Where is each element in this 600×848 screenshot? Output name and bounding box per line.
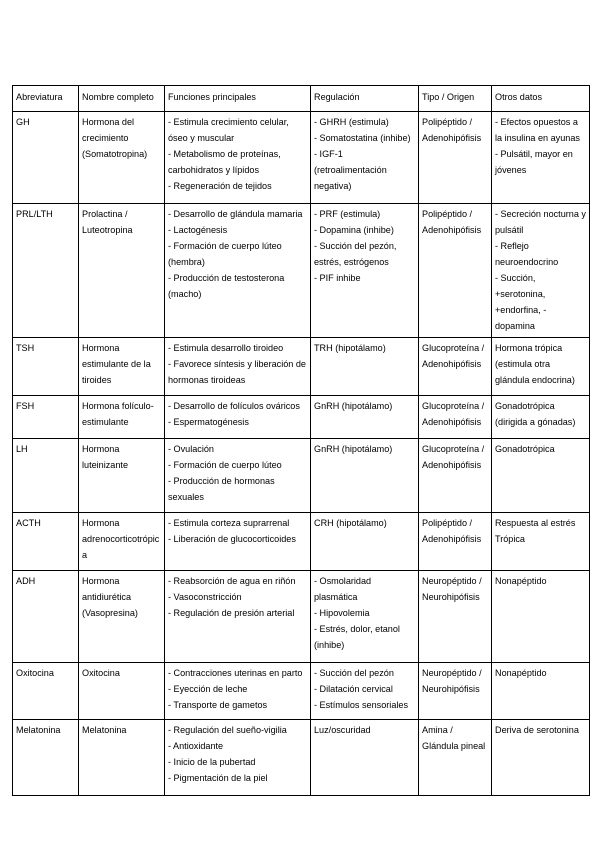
cell-line: - Eyección de leche xyxy=(168,684,248,694)
regulation-cell xyxy=(311,338,419,396)
table-row xyxy=(13,513,590,571)
cell-line: Neuropéptido / Neurohipófisis xyxy=(422,668,482,694)
cell-line: Luz/oscuridad xyxy=(314,725,371,735)
regulation-cell xyxy=(311,720,419,796)
cell-line: - Pulsátil, mayor en jóvenes xyxy=(495,149,573,175)
header-main-functions: Funciones principales xyxy=(165,86,311,112)
full-name-cell xyxy=(79,720,165,796)
cell-line: PRL/LTH xyxy=(16,209,53,219)
cell-line: - Estimula desarrollo tiroideo xyxy=(168,343,284,353)
cell-line: GnRH (hipotálamo) xyxy=(314,401,393,411)
cell-line: Glucoproteína / Adenohipófisis xyxy=(422,444,485,470)
other-data-cell xyxy=(492,204,590,338)
cell-line: GnRH (hipotálamo) xyxy=(314,444,393,454)
type-origin-cell xyxy=(419,513,492,571)
full-name-cell xyxy=(79,204,165,338)
full-name-cell xyxy=(79,396,165,439)
cell-line: Hormona adrenocorticotrópica xyxy=(82,518,160,560)
abbreviation-cell xyxy=(13,112,79,204)
functions-cell xyxy=(165,571,311,663)
cell-line: - Favorece síntesis y liberación de hormonas tiroideas xyxy=(168,359,306,385)
cell-line: - Reabsorción de agua en riñón xyxy=(168,576,296,586)
cell-line: Hormona estimulante de la tiroides xyxy=(82,343,151,385)
functions-cell xyxy=(165,720,311,796)
cell-line: - Hipovolemia xyxy=(314,608,370,618)
cell-line: - Estímulos sensoriales xyxy=(314,700,409,710)
cell-line: Gonadotrópica (dirigida a gónadas) xyxy=(495,401,576,427)
cell-line: - Liberación de glucocorticoides xyxy=(168,534,296,544)
type-origin-cell xyxy=(419,338,492,396)
table-row xyxy=(13,204,590,338)
other-data-cell xyxy=(492,439,590,513)
cell-line: Deriva de serotonina xyxy=(495,725,579,735)
full-name-cell xyxy=(79,663,165,720)
cell-line: Polipéptido / Adenohipófisis xyxy=(422,209,482,235)
cell-line: Nonapéptido xyxy=(495,668,547,678)
cell-line: - Regeneración de tejidos xyxy=(168,181,272,191)
cell-line: - PIF inhibe xyxy=(314,273,361,283)
functions-cell xyxy=(165,513,311,571)
cell-line: - Espermatogénesis xyxy=(168,417,249,427)
type-origin-cell xyxy=(419,204,492,338)
regulation-cell xyxy=(311,663,419,720)
hormone-table xyxy=(12,85,590,796)
table-body xyxy=(13,112,590,796)
cell-line: - Desarrollo de glándula mamaria xyxy=(168,209,303,219)
cell-line: - IGF-1 (retroalimentación negativa) xyxy=(314,149,387,191)
cell-line: - Producción de testosterona (macho) xyxy=(168,273,285,299)
cell-line: - Succión del pezón, estrés, estrógenos xyxy=(314,241,397,267)
other-data-cell xyxy=(492,571,590,663)
cell-line: Nonapéptido xyxy=(495,576,547,586)
table-row xyxy=(13,396,590,439)
cell-line: Oxitocina xyxy=(82,668,120,678)
cell-line: - Producción de hormonas sexuales xyxy=(168,476,275,502)
type-origin-cell xyxy=(419,396,492,439)
regulation-cell xyxy=(311,571,419,663)
full-name-cell xyxy=(79,513,165,571)
type-origin-cell xyxy=(419,663,492,720)
abbreviation-cell xyxy=(13,720,79,796)
cell-line: - Antioxidante xyxy=(168,741,224,751)
other-data-cell xyxy=(492,396,590,439)
type-origin-cell xyxy=(419,571,492,663)
cell-line: - Regulación del sueño-vigilia xyxy=(168,725,287,735)
table-row xyxy=(13,571,590,663)
cell-line: Hormona luteinizante xyxy=(82,444,129,470)
cell-line: - Estrés, dolor, etanol (inhibe) xyxy=(314,624,400,650)
cell-line: - Somatostatina (inhibe) xyxy=(314,133,411,143)
regulation-cell xyxy=(311,513,419,571)
cell-line: - Secreción nocturna y pulsátil xyxy=(495,209,586,235)
cell-line: - Regulación de presión arterial xyxy=(168,608,295,618)
cell-line: - Reflejo neuroendocrino xyxy=(495,241,559,267)
cell-line: - Ovulación xyxy=(168,444,214,454)
abbreviation-cell xyxy=(13,204,79,338)
type-origin-cell xyxy=(419,112,492,204)
cell-line: Prolactina / Luteotropina xyxy=(82,209,133,235)
cell-line: - Formación de cuerpo lúteo xyxy=(168,460,282,470)
cell-line: - Pigmentación de la piel xyxy=(168,773,268,783)
cell-line: Hormona trópica (estimula otra glándula endocrina) xyxy=(495,343,575,385)
cell-line: Amina / Glándula pineal xyxy=(422,725,486,751)
cell-line: - Dilatación cervical xyxy=(314,684,393,694)
cell-line: - Estimula corteza suprarrenal xyxy=(168,518,290,528)
type-origin-cell xyxy=(419,720,492,796)
table-row xyxy=(13,663,590,720)
functions-cell xyxy=(165,663,311,720)
cell-line: - Contracciones uterinas en parto xyxy=(168,668,303,678)
cell-line: - Desarrollo de folículos ováricos xyxy=(168,401,300,411)
functions-cell xyxy=(165,204,311,338)
cell-line: Polipéptido / Adenohipófisis xyxy=(422,117,482,143)
functions-cell xyxy=(165,396,311,439)
other-data-cell xyxy=(492,720,590,796)
cell-line: - Lactogénesis xyxy=(168,225,228,235)
table-row xyxy=(13,439,590,513)
cell-line: - Vasoconstricción xyxy=(168,592,242,602)
cell-line: - Transporte de gametos xyxy=(168,700,268,710)
full-name-cell xyxy=(79,439,165,513)
abbreviation-cell xyxy=(13,338,79,396)
abbreviation-cell xyxy=(13,513,79,571)
other-data-cell xyxy=(492,513,590,571)
table-row xyxy=(13,338,590,396)
functions-cell xyxy=(165,439,311,513)
cell-line: Oxitocina xyxy=(16,668,54,678)
regulation-cell xyxy=(311,112,419,204)
cell-line: - Succión del pezón xyxy=(314,668,394,678)
cell-line: - Succión, +serotonina, +endorfina, -dopamina xyxy=(495,273,547,331)
regulation-cell xyxy=(311,439,419,513)
cell-line: CRH (hipotálamo) xyxy=(314,518,387,528)
cell-line: Polipéptido / Adenohipófisis xyxy=(422,518,482,544)
other-data-cell xyxy=(492,338,590,396)
cell-line: - PRF (estimula) xyxy=(314,209,381,219)
cell-line: - Inicio de la pubertad xyxy=(168,757,256,767)
cell-line: Melatonina xyxy=(82,725,127,735)
cell-line: - Formación de cuerpo lúteo (hembra) xyxy=(168,241,282,267)
functions-cell xyxy=(165,338,311,396)
cell-line: GH xyxy=(16,117,30,127)
regulation-cell xyxy=(311,204,419,338)
cell-line: Gonadotrópica xyxy=(495,444,555,454)
abbreviation-cell xyxy=(13,663,79,720)
abbreviation-cell xyxy=(13,439,79,513)
cell-line: - Osmolaridad plasmática xyxy=(314,576,372,602)
cell-line: Melatonina xyxy=(16,725,61,735)
type-origin-cell xyxy=(419,439,492,513)
full-name-cell xyxy=(79,112,165,204)
cell-line: TRH (hipotálamo) xyxy=(314,343,386,353)
cell-line: - Efectos opuestos a la insulina en ayunas xyxy=(495,117,580,143)
cell-line: - Metabolismo de proteínas, carbohidratos y lípidos xyxy=(168,149,281,175)
abbreviation-cell xyxy=(13,571,79,663)
cell-line: FSH xyxy=(16,401,35,411)
header-abbreviation: Abreviatura xyxy=(13,86,79,112)
header-full-name: Nombre completo xyxy=(79,86,165,112)
table-row xyxy=(13,112,590,204)
cell-line: LH xyxy=(16,444,28,454)
cell-line: Hormona folículo-estimulante xyxy=(82,401,154,427)
cell-line: - Estimula crecimiento celular, óseo y muscular xyxy=(168,117,289,143)
functions-cell xyxy=(165,112,311,204)
cell-line: Hormona del crecimiento (Somatotropina) xyxy=(82,117,148,159)
abbreviation-cell xyxy=(13,396,79,439)
cell-line: - GHRH (estimula) xyxy=(314,117,389,127)
cell-line: - Dopamina (inhibe) xyxy=(314,225,394,235)
cell-line: Respuesta al estrés Trópica xyxy=(495,518,576,544)
header-other-data: Otros datos xyxy=(492,86,590,112)
table-row xyxy=(13,720,590,796)
cell-line: Neuropéptido / Neurohipófisis xyxy=(422,576,482,602)
regulation-cell xyxy=(311,396,419,439)
full-name-cell xyxy=(79,571,165,663)
cell-line: TSH xyxy=(16,343,35,353)
full-name-cell xyxy=(79,338,165,396)
header-regulation: Regulación xyxy=(311,86,419,112)
cell-line: Glucoproteína / Adenohipófisis xyxy=(422,343,485,369)
cell-line: ACTH xyxy=(16,518,41,528)
header-type-origin: Tipo / Origen xyxy=(419,86,492,112)
cell-line: ADH xyxy=(16,576,36,586)
header-row xyxy=(13,86,590,112)
other-data-cell xyxy=(492,663,590,720)
cell-line: Glucoproteína / Adenohipófisis xyxy=(422,401,485,427)
other-data-cell xyxy=(492,112,590,204)
cell-line: Hormona antidiurética (Vasopresina) xyxy=(82,576,138,618)
